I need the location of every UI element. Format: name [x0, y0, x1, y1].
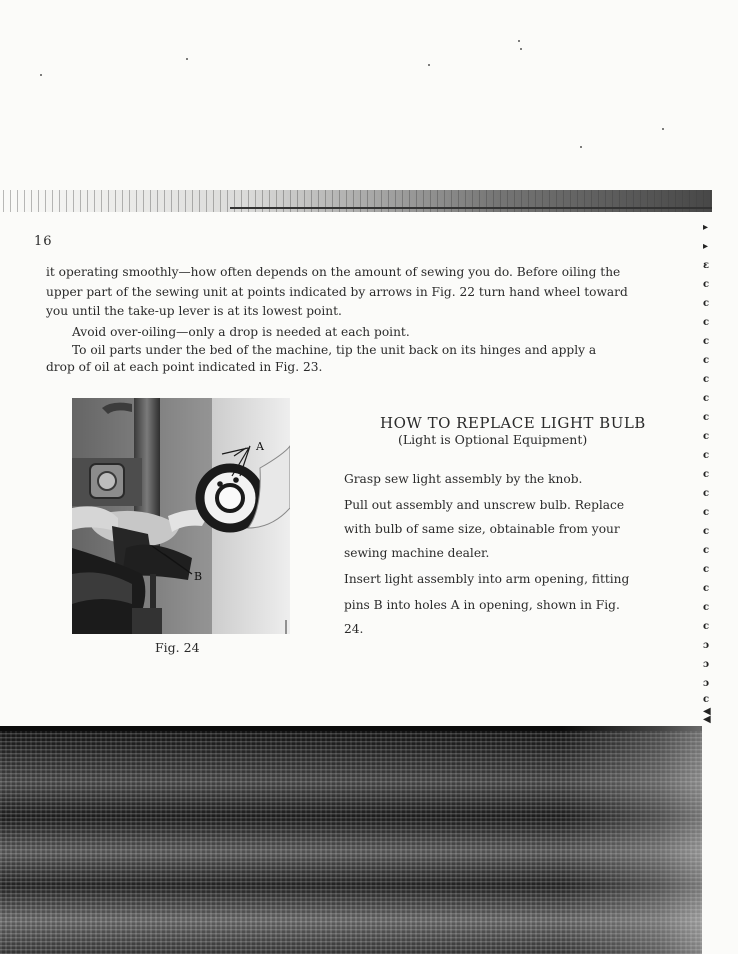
scan-artifact-bottom [0, 726, 702, 954]
margin-mark: ◀ [703, 714, 711, 725]
paragraph-line: To oil parts under the bed of the machine, tip the unit back on its hinges and apply a [72, 343, 597, 357]
margin-mark: c [703, 621, 710, 632]
instruction-line: sewing machine dealer. [344, 546, 490, 560]
margin-mark: c [703, 279, 710, 290]
margin-mark: c [703, 450, 710, 461]
instruction-line: Pull out assembly and unscrew bulb. Replace [344, 498, 625, 512]
margin-mark: c [703, 564, 710, 575]
margin-mark: c [703, 583, 710, 594]
margin-mark: c [703, 469, 710, 480]
paragraph-line: upper part of the sewing unit at points indicated by arrows in Fig. 22 turn hand wheel toward [46, 285, 628, 299]
margin-mark: c [703, 317, 710, 328]
section-title: HOW TO REPLACE LIGHT BULB [380, 414, 646, 432]
paragraph-line: Avoid over-oiling—only a drop is needed at each point. [72, 325, 410, 339]
paragraph-line: drop of oil at each point indicated in Fig. 23. [46, 360, 323, 374]
margin-mark: ▸ [703, 241, 709, 252]
margin-mark: ɛ [703, 260, 710, 271]
margin-mark: c [703, 393, 710, 404]
margin-mark: c [703, 545, 710, 556]
margin-mark: c [703, 602, 710, 613]
margin-mark: c [703, 336, 710, 347]
margin-mark: c [703, 412, 710, 423]
instruction-line: Grasp sew light assembly by the knob. [344, 472, 583, 486]
margin-mark: c [703, 507, 710, 518]
section-subtitle: (Light is Optional Equipment) [398, 432, 588, 447]
sewing-machine-light-photo [72, 398, 290, 634]
margin-mark: ɔ [703, 640, 710, 651]
callout-b-label: B [194, 570, 203, 583]
margin-mark: ɔ [703, 678, 710, 689]
margin-mark: c [703, 488, 710, 499]
instruction-line: with bulb of same size, obtainable from your [344, 522, 620, 536]
margin-mark: c [703, 298, 710, 309]
figure-24-photo [72, 398, 290, 634]
paragraph-line: it operating smoothly—how often depends on the amount of sewing you do. Before oiling the [46, 265, 621, 279]
margin-mark: ◀ [703, 706, 711, 717]
margin-mark: c [703, 694, 710, 705]
callout-a-label: A [256, 440, 264, 453]
instruction-line: pins B into holes A in opening, shown in Fig. [344, 598, 620, 612]
margin-mark: c [703, 526, 710, 537]
margin-mark: ɔ [703, 659, 710, 670]
figure-caption: Fig. 24 [155, 640, 200, 655]
instruction-line: 24. [344, 622, 364, 636]
instruction-line: Insert light assembly into arm opening, fitting [344, 572, 630, 586]
scan-artifact-top [0, 190, 712, 212]
margin-mark: c [703, 355, 710, 366]
paragraph-line: you until the take-up lever is at its lowest point. [46, 304, 342, 318]
margin-mark: ▸ [703, 222, 709, 233]
margin-mark: c [703, 374, 710, 385]
margin-mark: c [703, 431, 710, 442]
page-number: 16 [34, 234, 53, 249]
